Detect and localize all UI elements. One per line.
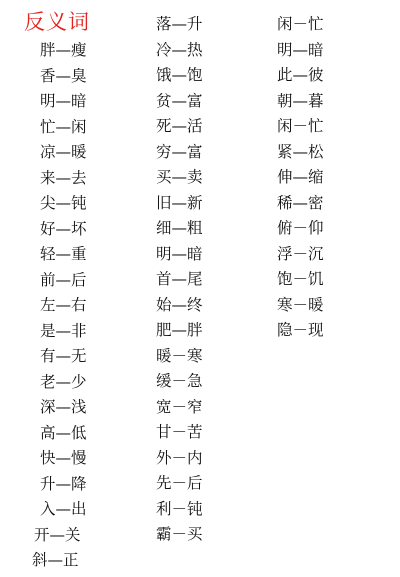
word-pair: 香—臭 (40, 66, 87, 85)
word-pair: 高—低 (40, 423, 87, 442)
word-pair: 俯－仰 (277, 219, 324, 237)
word-pair: 甘－苦 (156, 423, 203, 441)
word-pair: 有—无 (40, 347, 87, 365)
word-pair: 尖—钝 (40, 194, 87, 212)
word-pair: 朝—暮 (277, 91, 324, 110)
word-pair: 细—粗 (156, 219, 203, 237)
word-pair: 伸—缩 (277, 168, 324, 186)
word-pair: 浮－沉 (277, 244, 324, 263)
word-pair: 闲－忙 (277, 15, 324, 33)
word-pair: 寒－暖 (277, 295, 324, 314)
word-pair: 好—坏 (40, 219, 87, 238)
word-pair: 斜—正 (32, 551, 79, 569)
page-title: 反义词 (24, 10, 90, 34)
word-pair: 是—非 (40, 321, 87, 340)
word-pair: 外－内 (156, 448, 203, 467)
word-pair: 快—慢 (40, 449, 87, 467)
word-pair: 闲－忙 (277, 117, 324, 135)
word-pair: 落—升 (156, 15, 203, 33)
word-pair: 轻—重 (40, 245, 87, 263)
word-pair: 饱－饥 (277, 270, 324, 288)
word-pair: 明—暗 (277, 40, 324, 59)
word-pair: 买—卖 (156, 168, 203, 186)
word-pair: 贫—富 (156, 91, 203, 110)
word-pair: 缓－急 (156, 372, 203, 390)
word-pair: 入—出 (40, 500, 87, 518)
word-pair: 隐－现 (277, 321, 324, 339)
word-pair: 深—浅 (40, 398, 87, 416)
word-pair: 利－钝 (156, 499, 203, 518)
word-pair: 凉—暖 (40, 143, 87, 161)
word-pair: 宽－窄 (156, 397, 203, 416)
word-pair: 紧—松 (277, 142, 324, 161)
word-pair: 冷—热 (156, 40, 203, 59)
word-pair: 明—暗 (156, 244, 203, 263)
word-pair: 始—终 (156, 295, 203, 314)
word-pair: 饿—饱 (156, 66, 203, 84)
word-pair: 先－后 (156, 474, 203, 492)
word-pair: 胖—瘦 (40, 41, 87, 59)
word-pair: 来—去 (40, 168, 87, 187)
word-pair: 霸－买 (156, 525, 203, 543)
word-pair: 穷—富 (156, 142, 203, 161)
word-pair: 升—降 (40, 474, 87, 493)
word-pair: 明—暗 (40, 92, 87, 110)
word-pair: 老—少 (40, 372, 87, 391)
word-pair: 暖－寒 (156, 346, 203, 365)
word-pair: 忙—闲 (40, 117, 87, 136)
word-pair: 前—后 (40, 270, 87, 289)
word-pair: 首—尾 (156, 270, 203, 288)
word-pair: 稀—密 (277, 193, 324, 212)
word-pair: 左—右 (40, 296, 87, 314)
word-pair: 肥—胖 (156, 321, 203, 339)
word-pair: 旧—新 (156, 193, 203, 212)
word-pair: 死—活 (156, 117, 203, 135)
word-pair: 此—彼 (277, 66, 324, 84)
word-pair: 开—关 (34, 525, 81, 544)
